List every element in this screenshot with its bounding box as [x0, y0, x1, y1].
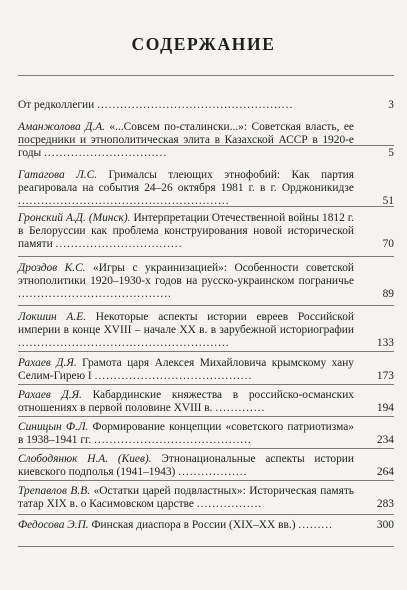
divider	[18, 351, 394, 352]
entry-page-number: 234	[376, 434, 394, 446]
entry-author: Аманжолова Д.А.	[18, 121, 105, 133]
entry-title: Грамота царя Алексея Михайловича крымскому хану Селим-Гирею I	[18, 357, 354, 382]
entry-page-number: 89	[382, 288, 394, 300]
entry-leader: .........................................	[94, 370, 253, 382]
entry-leader: .......................................................	[18, 337, 230, 349]
entry-title: Грималсы тлеющих этнофобий: Как партия реагировала на события 24–26 октября 1981 г. в г. Орджоникидзе	[18, 169, 354, 194]
entry-author: Рахаев Д.Я.	[18, 389, 82, 401]
divider	[18, 384, 394, 385]
toc-entry	[18, 121, 394, 160]
entry-author: Гатагова Л.С.	[18, 169, 98, 181]
entry-author: Рахаев Д.Я.	[18, 357, 77, 369]
divider	[18, 206, 394, 207]
entry-author: Синицын Ф.Л.	[18, 421, 89, 433]
entry-leader: .........................................	[94, 434, 252, 446]
entry-title: Этнонациональные аспекты истории киевского подполья (1941–1943)	[18, 453, 354, 478]
entry-page-number: 5	[388, 147, 394, 159]
entry-title: Финская диаспора в России (XIX–XX вв.)	[88, 519, 299, 531]
entry-page-number: 51	[382, 195, 394, 207]
entry-page-number: 3	[388, 99, 394, 111]
entry-leader: .........	[298, 519, 333, 531]
toc-entry	[18, 485, 394, 511]
divider	[18, 145, 394, 146]
toc-entry	[18, 169, 394, 208]
entry-leader: ................................	[44, 147, 168, 159]
toc-entry	[18, 421, 394, 447]
entry-leader: .................................	[55, 238, 183, 250]
entry-leader: ..................	[178, 466, 248, 478]
toc-entry	[18, 311, 394, 350]
entry-page-number: 264	[376, 466, 394, 478]
entry-author: Трепавлов В.В.	[18, 485, 91, 497]
entry-page-number: 194	[376, 402, 394, 414]
entry-title: Интерпретации Отечественной войны 1812 г. в Белоруссии как проблема конструирования новой исторической памяти	[18, 212, 354, 250]
entry-author: Гронский А.Д. (Минск).	[18, 212, 131, 224]
entry-author: Дроздов К.С.	[18, 262, 86, 274]
entry-author: Федосова Э.П.	[18, 519, 89, 531]
divider	[18, 448, 394, 449]
entry-title: «Игры с украинизацией»: Особенности советской этнополитики 1920–1930-х годов на русско-украинском пограничье	[18, 262, 354, 287]
entry-title: «...Совсем по-сталински...»: Советская власть, ее посредники и этнополитическая элита в Казахской АССР в 1920-е годы	[18, 121, 354, 159]
entry-page-number: 133	[376, 337, 394, 349]
entry-leader: .............	[215, 402, 266, 414]
toc-entry	[18, 453, 394, 479]
toc-entry	[18, 357, 394, 383]
entry-author: Локшин А.Е.	[18, 311, 87, 323]
divider	[18, 546, 394, 547]
page-title: СОДЕРЖАНИЕ	[131, 34, 276, 54]
divider	[18, 514, 394, 515]
entry-title: Формирование концепции «советского патриотизма» в 1938–1941 гг.	[18, 421, 354, 446]
entry-title: Кабардинские княжества в российско-османских отношениях в первой половине XVIII в.	[18, 389, 354, 414]
entry-leader: .................	[196, 498, 263, 510]
entry-page-number: 300	[376, 519, 394, 531]
toc-entry	[18, 389, 394, 415]
entry-page-number: 283	[376, 498, 394, 510]
entry-page-number: 70	[382, 238, 394, 250]
toc-entry	[18, 262, 394, 301]
divider	[18, 416, 394, 417]
toc-entry	[18, 519, 394, 532]
entry-title: «Остатки царей подвластных»: Историческая память татар XIX в. о Касимовском царстве	[18, 485, 355, 510]
entry-title: Некоторые аспекты истории евреев Российской империи в конце XVIII – начале XX в. в зарубежной историографии	[18, 311, 354, 336]
divider	[18, 256, 394, 257]
divider	[18, 305, 394, 306]
divider	[18, 75, 394, 76]
entry-author: Слободянюк Н.А. (Киев).	[18, 453, 152, 465]
toc-entry	[18, 99, 394, 112]
entry-leader: .......................................................	[18, 195, 230, 207]
divider	[18, 480, 394, 481]
toc-entry	[18, 212, 394, 251]
entry-title: От редколлегии	[18, 99, 98, 111]
entry-leader: ........................................	[18, 288, 172, 300]
entry-page-number: 173	[376, 370, 394, 382]
entry-leader: ...................................................	[97, 99, 294, 111]
